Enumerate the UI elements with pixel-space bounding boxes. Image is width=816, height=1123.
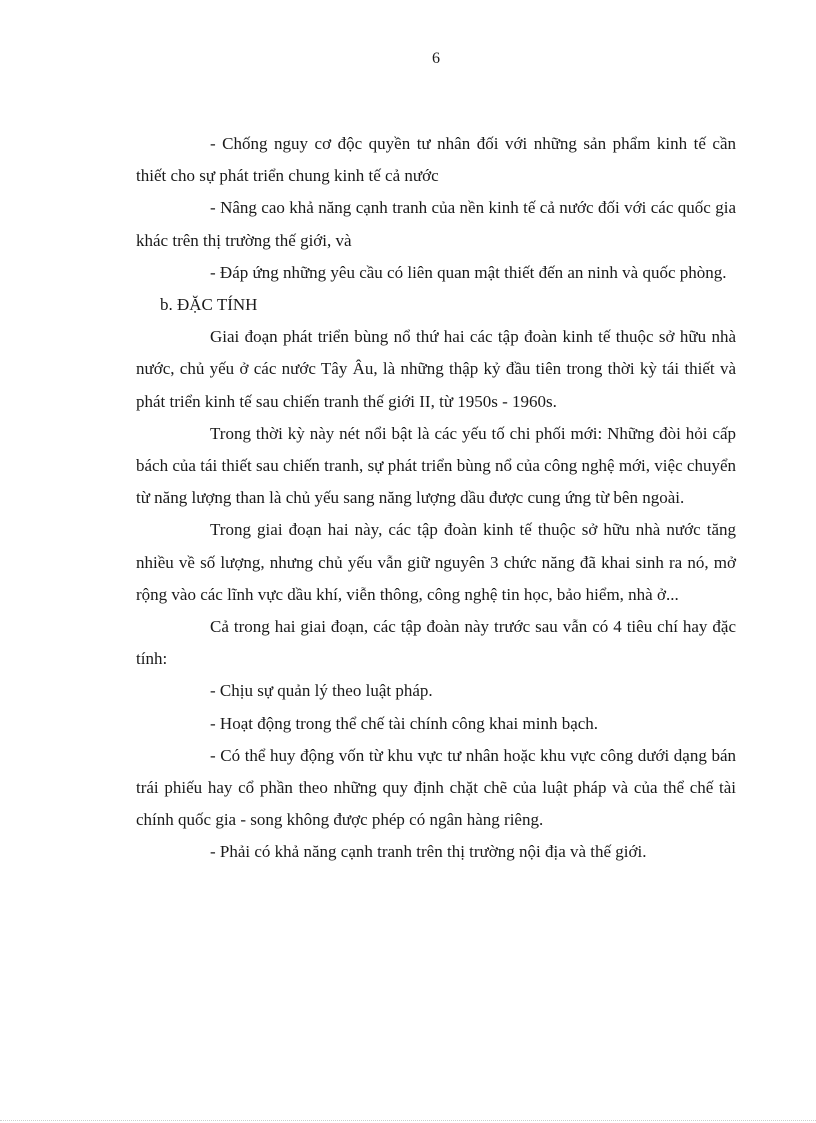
paragraph-criterion-transparency: - Hoạt động trong thể chế tài chính công khai minh bạch.: [210, 713, 599, 733]
paragraph-bullet-anti-monopoly: - Chống nguy cơ độc quyền tư nhân đối với những sản phẩm kinh tế cần thiết cho sự phát triển chung kinh tế cả nước: [136, 134, 736, 186]
paragraph-criterion-competition: - Phải có khả năng cạnh tranh trên thị trường nội địa và thế giới.: [210, 842, 647, 862]
paragraph-bullet-security-defense: - Đáp ứng những yêu cầu có liên quan mật thiết đến an ninh và quốc phòng.: [210, 262, 727, 282]
section-heading-characteristics: b. ĐẶC TÍNH: [160, 295, 258, 315]
paragraph-criterion-capital: - Có thể huy động vốn từ khu vực tư nhân hoặc khu vực công dưới dạng bán trái phiếu hay cổ phần theo những quy định chặt chẽ của luật pháp và của thể chế tài chính quốc gia - song không được phép có ngân hàng riêng.: [136, 745, 736, 830]
page-bottom-border: [0, 1120, 816, 1121]
paragraph-bullet-competitiveness: - Nâng cao khả năng cạnh tranh của nền kinh tế cả nước đối với các quốc gia khác trên thị trường thế giới, và: [136, 198, 736, 250]
paragraph-phase-two-growth: Trong giai đoạn hai này, các tập đoàn kinh tế thuộc sở hữu nhà nước tăng nhiều về số lượng, nhưng chủ yếu vẫn giữ nguyên 3 chức năng đã khai sinh ra nó, mở rộng vào các lĩnh vực dầu khí, viễn thông, công nghệ tin học, bảo hiểm, nhà ở...: [136, 520, 736, 604]
paragraph-criterion-law: - Chịu sự quản lý theo luật pháp.: [210, 681, 433, 701]
document-body: [136, 128, 736, 869]
page-number: 6: [432, 50, 440, 67]
paragraph-new-factors: Trong thời kỳ này nét nổi bật là các yếu tố chi phối mới: Những đòi hỏi cấp bách của tái thiết sau chiến tranh, sự phát triển bùng nổ của công nghệ mới, việc chuyển từ năng lượng than là chủ yếu sang năng lượng dầu được cung ứng từ bên ngoài.: [136, 423, 736, 508]
paragraph-second-phase-intro: Giai đoạn phát triển bùng nổ thứ hai các tập đoàn kinh tế thuộc sở hữu nhà nước, chủ yếu ở các nước Tây Âu, là những thập kỷ đầu tiên trong thời kỳ tái thiết và phát triển kinh tế sau chiến tranh thế giới II, từ 1950s - 1960s.: [136, 327, 736, 411]
paragraph-four-criteria: Cả trong hai giai đoạn, các tập đoàn này trước sau vẫn có 4 tiêu chí hay đặc tính:: [136, 617, 736, 669]
